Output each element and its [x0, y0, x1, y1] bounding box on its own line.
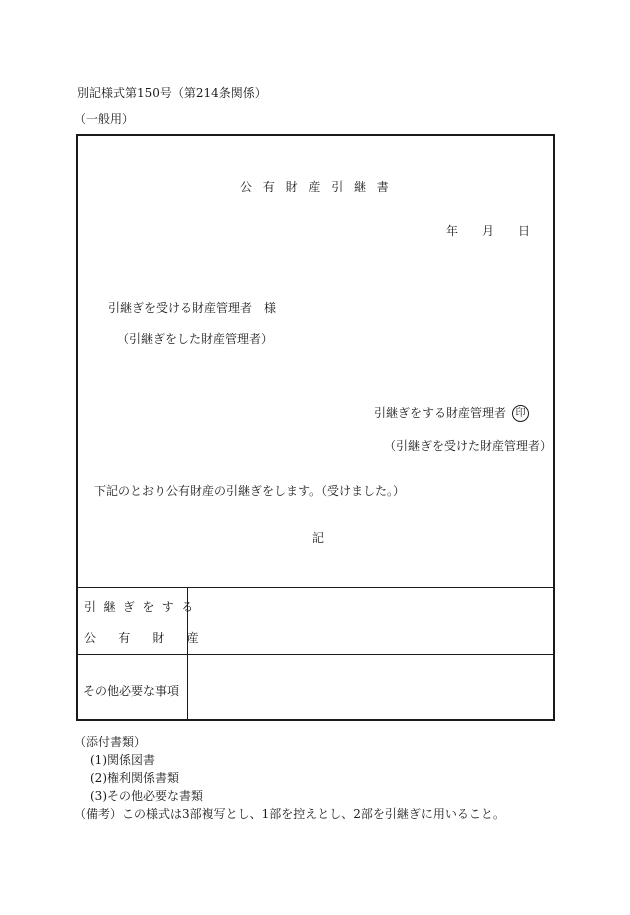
- row2-label: その他必要な事項: [83, 684, 180, 698]
- table-top-divider: [78, 587, 553, 588]
- sender-line-wrap: [374, 404, 529, 422]
- seal-icon: 印: [512, 405, 529, 422]
- table-row-divider: [78, 654, 553, 655]
- row1-label-line2: 公有財産: [84, 631, 221, 645]
- ki-label: 記: [312, 531, 325, 545]
- usage-label: （一般用）: [74, 112, 135, 126]
- body-text: 下記のとおり公有財産の引継ぎをします。（受けました。）: [94, 484, 406, 498]
- remarks: （備考）この様式は3部複写とし、1部を控えとし、2部を引継ぎに用いること。: [74, 807, 505, 821]
- attachment-item-1: (1)関係図書: [90, 753, 155, 767]
- row1-label-line1: 引継ぎをする: [84, 600, 201, 614]
- document-title: 公有財産引継書: [240, 180, 400, 194]
- sender-alt: （引継ぎを受けた財産管理者）: [384, 439, 553, 453]
- form-number: 別記様式第150号（第214条関係）: [77, 86, 267, 100]
- date-year: 年: [446, 224, 459, 238]
- recipient-alt: （引継ぎをした財産管理者）: [117, 332, 274, 346]
- attachment-item-3: (3)その他必要な書類: [90, 789, 203, 803]
- date-day: 日: [518, 224, 531, 238]
- recipient-line: 引継ぎを受ける財産管理者 様: [108, 301, 277, 315]
- attachments-heading: （添付書類）: [74, 735, 147, 749]
- attachment-item-2: (2)権利関係書類: [90, 771, 179, 785]
- document-frame: [76, 134, 555, 721]
- date-month: 月: [482, 224, 495, 238]
- sender-line: 引継ぎをする財産管理者: [374, 406, 507, 420]
